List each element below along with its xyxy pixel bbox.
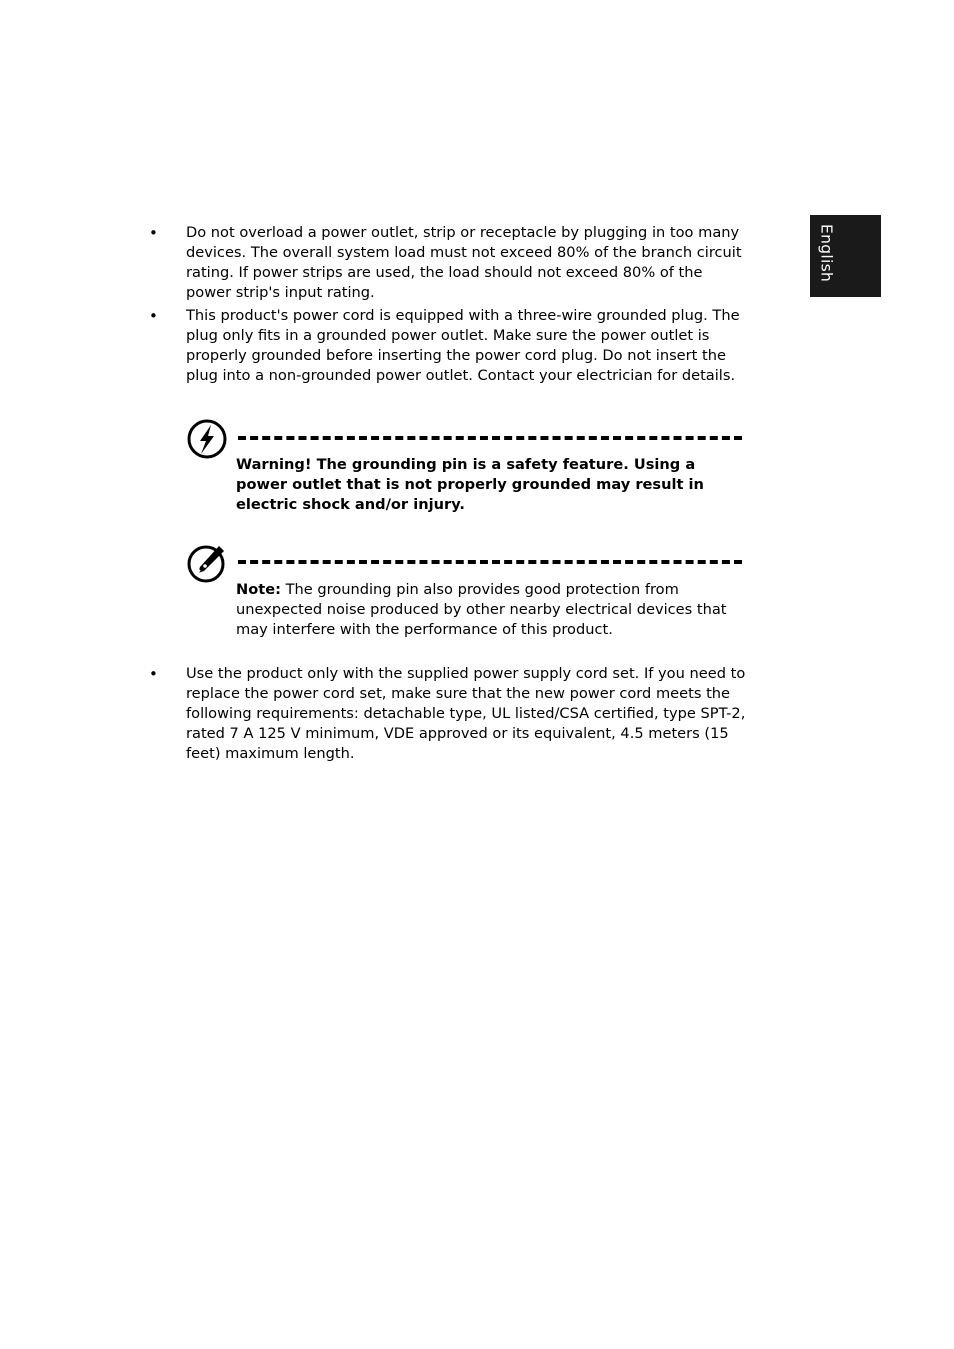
bullet-text: This product's power cord is equipped with a three-wire grounded plug. The plug only fits in a grounded power outlet. Make sure the power outlet is properly grounded before inserting the power cord plug. Do not insert the plug into a non-grounded power outlet. Contact your electrician for details. xyxy=(186,307,740,384)
bullet-text: Do not overload a power outlet, strip or receptacle by plugging in too many devices. The overall system load must not exceed 80% of the branch circuit rating. If power strips are used, the load should not exceed 80% of the power strip's input rating. xyxy=(186,224,742,301)
language-label: English xyxy=(817,224,836,283)
bullet-marker: • xyxy=(149,224,158,242)
warning-text: Warning! The grounding pin is a safety feature. Using a power outlet that is not properly grounded may result in electric shock and/or injury. xyxy=(236,456,704,513)
warning-divider xyxy=(238,436,742,440)
bullet-marker: • xyxy=(149,307,158,325)
note-label: Note: xyxy=(236,581,281,598)
note-divider xyxy=(238,560,742,564)
note-paragraph xyxy=(236,580,746,640)
pen-note-icon xyxy=(186,542,228,584)
bullet-text: Use the product only with the supplied power supply cord set. If you need to replace the power cord set, make sure that the new power cord meets the following requirements: detachable type, UL listed/CSA certified, type SPT-2, rated 7 A 125 V minimum, VDE approved or its equivalent, 4.5 meters (15 feet) maximum length. xyxy=(186,665,746,762)
note-text: The grounding pin also provides good protection from unexpected noise produced by other nearby electrical devices that may interfere with the performance of this product. xyxy=(236,581,727,638)
lightning-warning-icon xyxy=(186,418,228,460)
bullet-marker: • xyxy=(149,665,158,683)
language-side-tab xyxy=(810,215,881,297)
